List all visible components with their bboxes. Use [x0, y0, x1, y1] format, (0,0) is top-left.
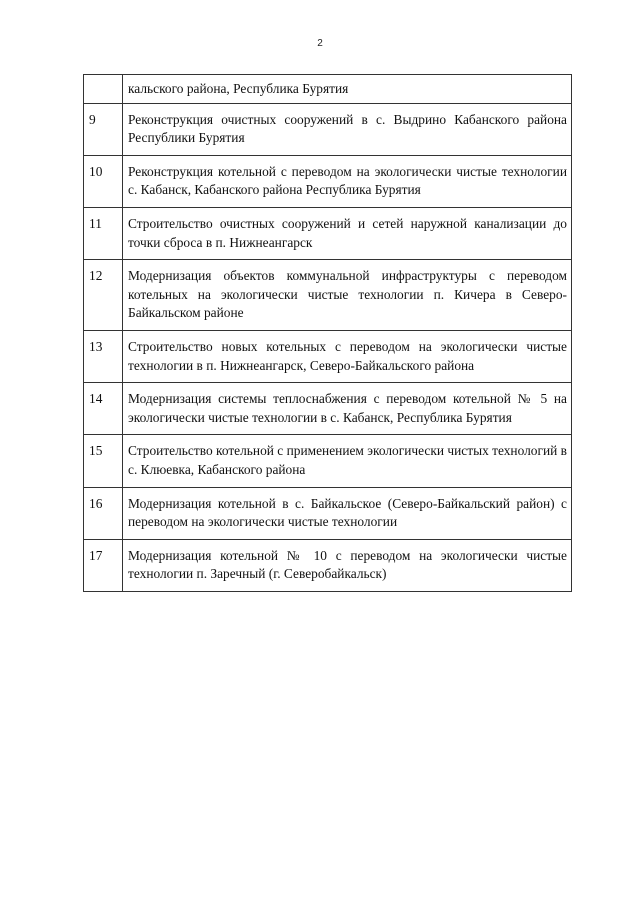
row-text: Модернизация котельной в с. Байкальское (Северо-Байкальский район) с переводом на экологически чистые технологии [123, 487, 572, 539]
row-text: Модернизация системы теплоснабжения с переводом котельной № 5 на экологически чистые технологии в с. Кабанск, Республика Бурятия [123, 383, 572, 435]
table-row [84, 103, 572, 155]
row-number: 10 [84, 155, 123, 207]
table-row [84, 435, 572, 487]
row-text: Реконструкция котельной с переводом на экологически чистые технологии с. Кабанск, Кабанского района Республика Бурятия [123, 155, 572, 207]
table-row [84, 155, 572, 207]
row-number: 17 [84, 539, 123, 591]
table-row [84, 539, 572, 591]
row-text: Строительство котельной с применением экологически чистых технологий в с. Клюевка, Кабанского района [123, 435, 572, 487]
row-number: 14 [84, 383, 123, 435]
row-number: 15 [84, 435, 123, 487]
table-row [84, 330, 572, 382]
row-text: Реконструкция очистных сооружений в с. Выдрино Кабанского района Республики Бурятия [123, 103, 572, 155]
row-number: 9 [84, 103, 123, 155]
table-row [84, 383, 572, 435]
row-number: 16 [84, 487, 123, 539]
table-row [84, 75, 572, 104]
row-text: Модернизация объектов коммунальной инфраструктуры с переводом котельных на экологически чистые технологии п. Кичера в Северо-Байкальском районе [123, 260, 572, 331]
row-text: Модернизация котельной № 10 с переводом на экологически чистые технологии п. Заречный (г. Северобайкальск) [123, 539, 572, 591]
row-text: кальского района, Республика Бурятия [123, 75, 572, 104]
row-text: Строительство новых котельных с переводом на экологически чистые технологии в п. Нижнеангарск, Северо-Байкальского района [123, 330, 572, 382]
row-text: Строительство очистных сооружений и сетей наружной канализации до точки сброса в п. Нижнеангарск [123, 207, 572, 259]
row-number: 11 [84, 207, 123, 259]
page-number: 2 [317, 38, 323, 49]
row-number: 13 [84, 330, 123, 382]
row-number [84, 75, 123, 104]
table-row [84, 260, 572, 331]
table-row [84, 487, 572, 539]
table-row [84, 207, 572, 259]
projects-table [83, 74, 572, 592]
row-number: 12 [84, 260, 123, 331]
